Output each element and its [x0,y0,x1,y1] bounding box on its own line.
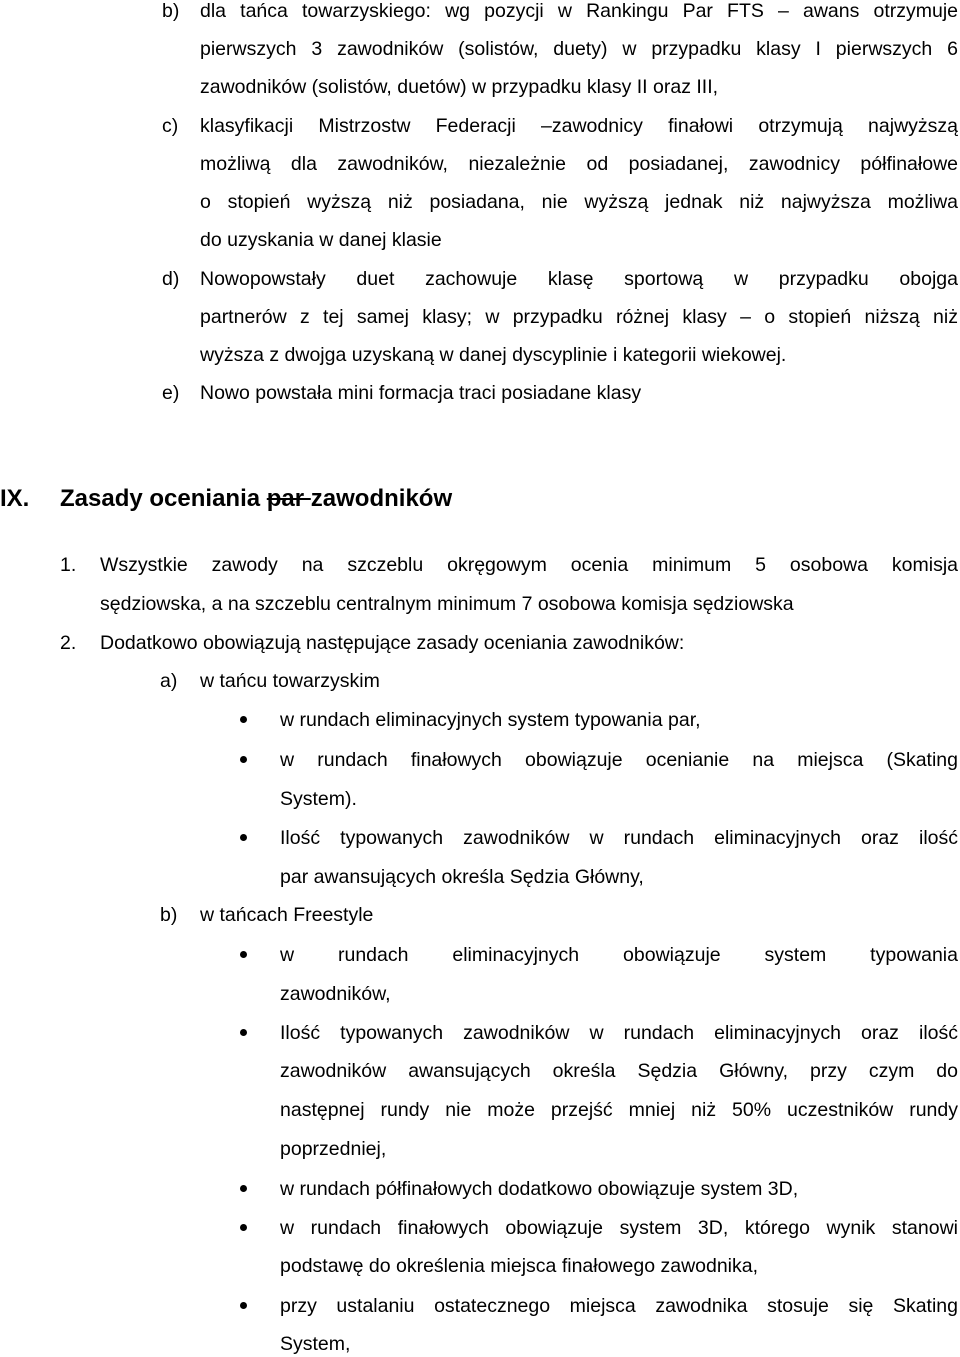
bullet-icon [240,1224,247,1231]
text-line: poprzedniej, [280,1138,387,1160]
text-line: możliwą dla zawodników, niezależnie od posiadanej, zawodnicy półfinałowe [200,153,958,175]
bullet-icon [240,716,247,723]
list-marker: b) [160,904,178,926]
text-line: w rundach eliminacyjnych obowiązuje system typowania [280,944,958,966]
text-line: Dodatkowo obowiązują następujące zasady oceniania zawodników: [100,632,685,654]
text-line: dla tańca towarzyskiego: wg pozycji w Rankingu Par FTS – awans otrzymuje [200,0,958,22]
bullet-icon [240,1302,247,1309]
text-line: w rundach eliminacyjnych system typowania par, [280,709,701,731]
text-line: pierwszych 3 zawodników (solistów, duety) w przypadku klasy I pierwszych 6 [200,38,958,60]
list-marker: d) [162,268,180,290]
list-marker: a) [160,670,178,692]
text-line: przy ustalaniu ostatecznego miejsca zawodnika stosuje się Skating [280,1295,958,1317]
list-marker: 2. [60,632,77,654]
text-line: System). [280,788,357,810]
text-line: zawodników awansujących określa Sędzia Główny, przy czym do [280,1060,958,1082]
sub-list-label: w tańcach Freestyle [200,904,374,926]
bullet-icon [240,1185,247,1192]
text-line: następnej rundy nie może przejść mniej niż 50% uczestników rundy [280,1099,958,1121]
section-title-struck: par [266,485,311,512]
text-line: Ilość typowanych zawodników w rundach eliminacyjnych oraz ilość [280,827,958,849]
text-line: Nowopowstały duet zachowuje klasę sportową w przypadku obojga [200,268,958,290]
text-line: do uzyskania w danej klasie [200,229,442,251]
text-line: w rundach finałowych obowiązuje ocenianie na miejsca (Skating [280,749,958,771]
list-marker: e) [162,382,180,404]
text-line: Nowo powstała mini formacja traci posiadane klasy [200,382,642,404]
sub-list-label: w tańcu towarzyskim [200,670,380,692]
list-marker: c) [162,115,179,137]
text-line: partnerów z tej samej klasy; w przypadku różnej klasy – o stopień niższą niż [200,306,958,328]
text-line: klasyfikacji Mistrzostw Federacji –zawodnicy finałowi otrzymują najwyższą [200,115,958,137]
text-line: par awansujących określa Sędzia Główny, [280,866,644,888]
section-title-part: zawodników [310,485,453,512]
bullet-icon [240,834,247,841]
text-line: sędziowska, a na szczeblu centralnym minimum 7 osobowa komisja sędziowska [100,593,794,615]
text-line: zawodników, [280,983,391,1005]
text-line: podstawę do określenia miejsca finałowego zawodnika, [280,1255,759,1277]
section-title [60,484,452,514]
text-line: w rundach finałowych obowiązuje system 3D, którego wynik stanowi [280,1217,958,1239]
text-line: System, [280,1333,351,1355]
bullet-icon [240,756,247,763]
bullet-icon [240,951,247,958]
list-marker: b) [162,0,180,22]
text-line: zawodników (solistów, duetów) w przypadku klasy II oraz III, [200,76,719,98]
section-title-part: Zasady oceniania [60,485,267,512]
text-line: w rundach półfinałowych dodatkowo obowiązuje system 3D, [280,1178,799,1200]
text-line: Ilość typowanych zawodników w rundach eliminacyjnych oraz ilość [280,1022,958,1044]
text-line: Wszystkie zawody na szczeblu okręgowym ocenia minimum 5 osobowa komisja [100,554,958,576]
text-line: wyższa z dwojga uzyskaną w danej dyscyplinie i kategorii wiekowej. [200,344,787,366]
text-line: o stopień wyższą niż posiadana, nie wyższą jednak niż najwyższa możliwa [200,191,958,213]
section-number: IX. [0,485,30,512]
bullet-icon [240,1029,247,1036]
list-marker: 1. [60,554,77,576]
